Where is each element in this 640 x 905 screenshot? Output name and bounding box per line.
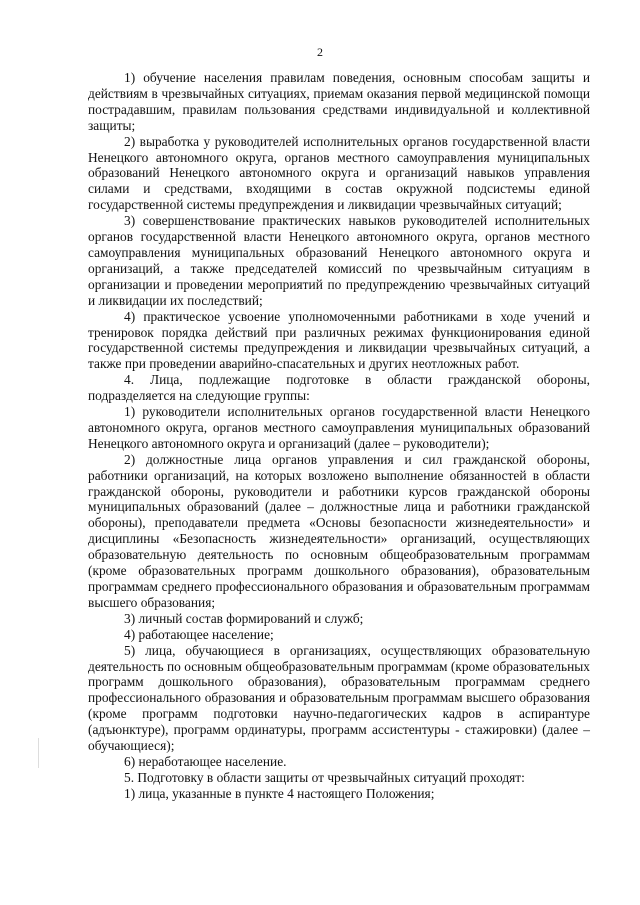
- paragraph: 4. Лица, подлежащие подготовке в области гражданской обороны, подразделяется на следующие группы:: [88, 372, 590, 404]
- paragraph: 4) практическое усвоение уполномоченными работниками в ходе учений и тренировок порядка действий при различных режимах функционирования единой государственной системы предупреждения и ликвидации чрезвычайных ситуаций, а также при проведении аварийно-спасательных и других неотложных работ.: [88, 308, 590, 372]
- paragraph: 2) выработка у руководителей исполнительных органов государственной власти Ненецкого автономного округа, органов местного самоуправления муниципальных образований Ненецкого автономного округа и организаций навыков управления силами и средствами, входящими в состав окружной подсистемы единой государственной системы предупреждения и ликвидации чрезвычайных ситуаций;: [88, 133, 590, 213]
- paragraph: 5) лица, обучающиеся в организациях, осуществляющих образовательную деятельность по основным общеобразовательным программам (кроме образовательных программ дошкольного образования), образовательным программам среднего профессионального образования и образовательным программам высшего образования (кроме программ подготовки научно-педагогических кадров в аспирантуре (адъюнктуре), программ ординатуры, программ ассистентуры - стажировки) (далее – обучающиеся);: [88, 642, 590, 754]
- paragraph: 1) руководители исполнительных органов государственной власти Ненецкого автономного округа, органов местного самоуправления муниципальных образований Ненецкого автономного округа и организаций (далее – руководители);: [88, 404, 590, 451]
- paragraph: 5. Подготовку в области защиты от чрезвычайных ситуаций проходят:: [124, 769, 525, 785]
- paragraph: 3) совершенствование практических навыков руководителей исполнительных органов государственной власти Ненецкого автономного округа, органов местного самоуправления муниципальных образований Ненецкого автономного округа и организаций, а также председателей комиссий по чрезвычайным ситуациям в организации и проведении мероприятий по предупреждению чрезвычайных ситуаций и ликвидации их последствий;: [88, 213, 590, 308]
- paragraph: 3) личный состав формирований и служб;: [124, 610, 364, 626]
- scan-margin-mark: [38, 738, 39, 768]
- paragraph: 4) работающее население;: [124, 626, 274, 642]
- paragraph: 6) неработающее население.: [124, 753, 287, 769]
- document-body: [88, 70, 590, 802]
- paragraph: 1) лица, указанные в пункте 4 настоящего Положения;: [124, 785, 435, 801]
- paragraph: 2) должностные лица органов управления и сил гражданской обороны, работники организаций, на которых возложено выполнение обязанностей в области гражданской обороны, руководители и работники курсов гражданской обороны муниципальных образований (далее – должностные лица и работники гражданской обороны), преподаватели предмета «Основы безопасности жизнедеятельности» и дисциплины «Безопасность жизнедеятельности» организаций, осуществляющих образовательную деятельность по основным общеобразовательным программам (кроме образовательных программ дошкольного образования), образовательным программам среднего профессионального образования и образовательным программам высшего образования;: [88, 451, 590, 610]
- page-number: 2: [317, 45, 323, 59]
- paragraph: 1) обучение населения правилам поведения, основным способам защиты и действиям в чрезвычайных ситуациях, приемам оказания первой медицинской помощи пострадавшим, правилам пользования средствами индивидуальной и коллективной защиты;: [88, 70, 590, 133]
